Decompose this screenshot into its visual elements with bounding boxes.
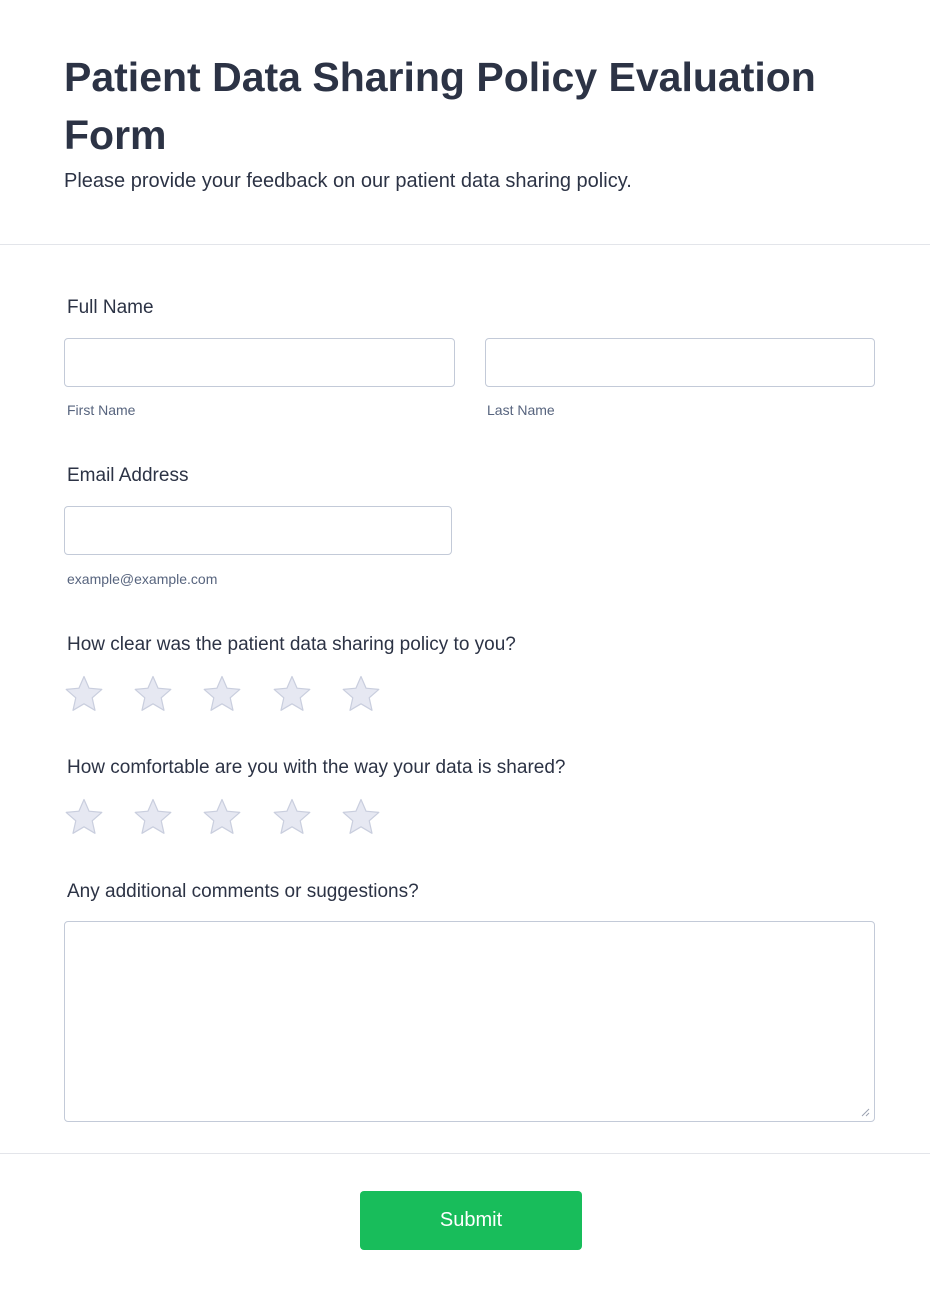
comfort-star-3-icon[interactable] bbox=[202, 797, 242, 837]
comfort-question: How comfortable are you with the way your data is shared? bbox=[67, 757, 566, 778]
first-name-input[interactable] bbox=[64, 338, 455, 387]
comfort-star-4-icon[interactable] bbox=[272, 797, 312, 837]
clarity-star-1-icon[interactable] bbox=[64, 674, 104, 714]
comments-textarea[interactable] bbox=[64, 921, 875, 1122]
resize-grip-icon[interactable] bbox=[860, 1107, 870, 1117]
clarity-star-3-icon[interactable] bbox=[202, 674, 242, 714]
last-name-sublabel: Last Name bbox=[487, 402, 555, 418]
clarity-star-2-icon[interactable] bbox=[133, 674, 173, 714]
form-title: Patient Data Sharing Policy Evaluation Form bbox=[64, 54, 816, 158]
full-name-label: Full Name bbox=[67, 297, 154, 318]
comfort-star-2-icon[interactable] bbox=[133, 797, 173, 837]
last-name-input[interactable] bbox=[485, 338, 875, 387]
email-label: Email Address bbox=[67, 465, 189, 486]
clarity-star-4-icon[interactable] bbox=[272, 674, 312, 714]
clarity-question: How clear was the patient data sharing policy to you? bbox=[67, 634, 516, 655]
comments-label: Any additional comments or suggestions? bbox=[67, 881, 419, 902]
form-subtitle: Please provide your feedback on our patient data sharing policy. bbox=[64, 170, 632, 192]
comfort-star-1-icon[interactable] bbox=[64, 797, 104, 837]
comfort-star-5-icon[interactable] bbox=[341, 797, 381, 837]
email-input[interactable] bbox=[64, 506, 452, 555]
submit-button[interactable]: Submit bbox=[360, 1191, 582, 1250]
comfort-star-rating bbox=[64, 797, 394, 837]
clarity-star-5-icon[interactable] bbox=[341, 674, 381, 714]
clarity-star-rating bbox=[64, 674, 394, 714]
first-name-sublabel: First Name bbox=[67, 402, 136, 418]
form-header bbox=[0, 0, 930, 245]
footer-divider bbox=[0, 1153, 930, 1154]
email-sublabel: example@example.com bbox=[67, 571, 218, 587]
